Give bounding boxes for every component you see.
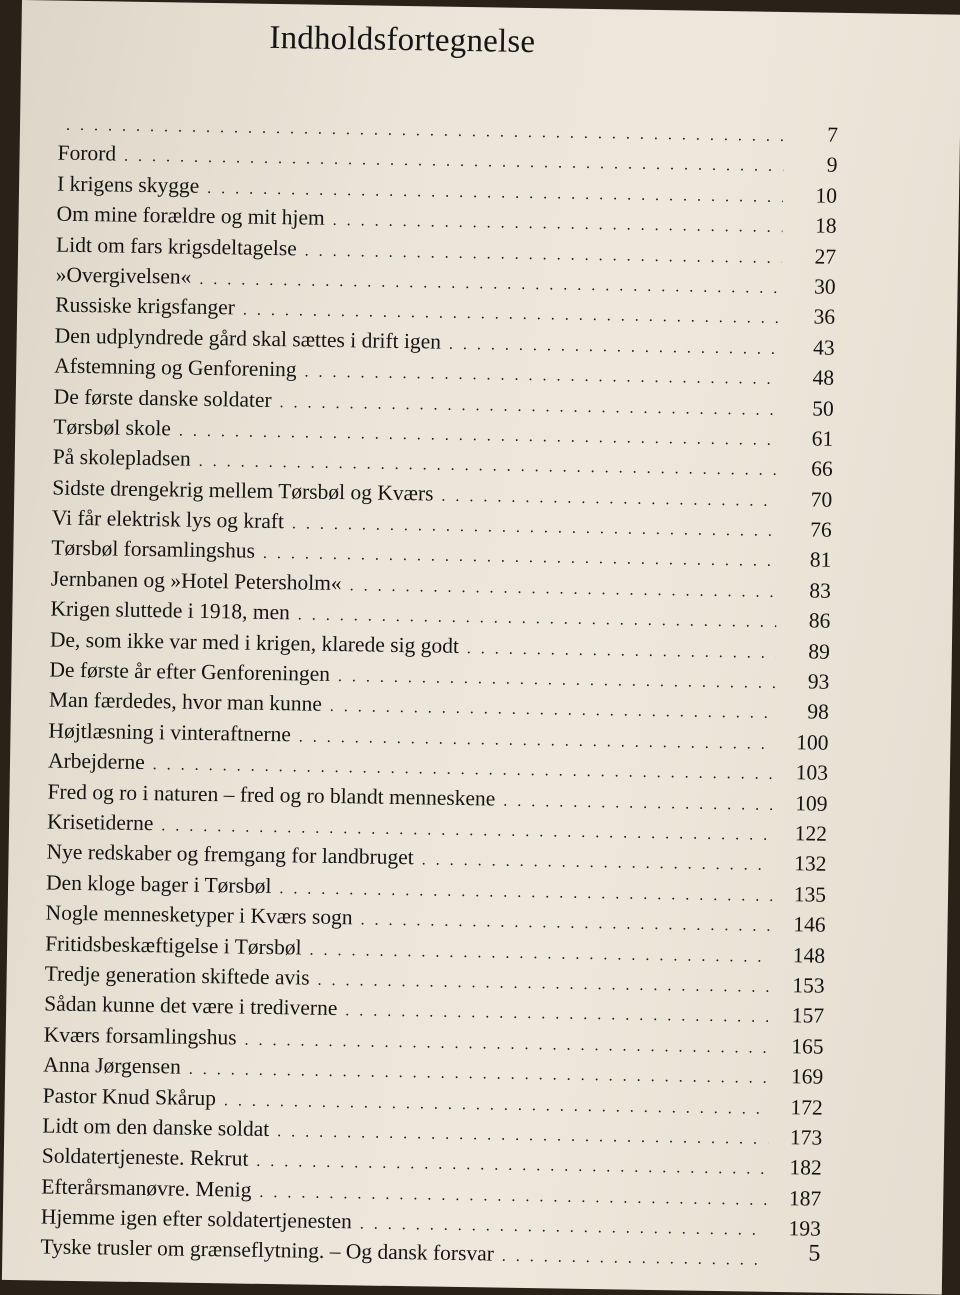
toc-entry-page: 66 <box>811 456 833 482</box>
toc-entry-title: Russiske krigsfanger <box>55 292 236 320</box>
toc-entry-page: 109 <box>795 790 828 816</box>
toc-entry-page: 193 <box>788 1216 821 1241</box>
toc-entry-title: Tørsbøl forsamlingshus <box>51 535 256 564</box>
toc-entry-page: 7 <box>827 122 839 147</box>
toc-entry-title: Sidste drengekrig mellem Tørsbøl og Kværs <box>52 475 434 506</box>
toc-entry-title: Man færdedes, hvor man kunne <box>48 687 323 717</box>
table-of-contents <box>40 111 838 1278</box>
page-title: Indholdsfortegnelse <box>269 19 536 61</box>
page-number: 5 <box>808 1240 821 1267</box>
toc-entry-title: Efterårsmanøvre. Menig <box>41 1174 252 1202</box>
toc-entry-title: De første år efter Genforeningen <box>49 657 331 686</box>
toc-leader-dots <box>66 117 784 146</box>
toc-leader-dots <box>277 1123 768 1149</box>
toc-leader-dots <box>330 698 775 723</box>
toc-entry-title: Om mine forældre og mit hjem <box>56 201 325 230</box>
toc-leader-dots <box>422 852 773 876</box>
toc-entry-title: Arbejderne <box>47 748 145 775</box>
toc-entry-page: 165 <box>791 1033 824 1059</box>
toc-entry-title: Hjemme igen efter soldatertjenesten <box>40 1204 353 1234</box>
toc-leader-dots <box>259 1184 767 1210</box>
toc-leader-dots <box>467 640 776 663</box>
toc-leader-dots <box>263 545 778 571</box>
toc-leader-dots <box>502 1248 767 1270</box>
toc-entry-page: 98 <box>807 699 830 725</box>
toc-entry-page: 100 <box>796 730 829 755</box>
toc-entry-page: 182 <box>789 1155 822 1180</box>
toc-leader-dots <box>299 728 775 753</box>
toc-entry-title: Tyske trusler om grænseflytning. – Og dansk forsvar <box>40 1234 495 1267</box>
toc-entry-title: Tørsbøl skole <box>53 414 172 441</box>
toc-entry-title: De første danske soldater <box>53 384 272 412</box>
toc-entry-title: Den udplyndrede gård skal sættes i drift igen <box>54 323 442 354</box>
toc-entry-title: Nogle mennesketyper i Kværs sogn <box>45 900 353 930</box>
toc-leader-dots <box>124 148 784 176</box>
toc-leader-dots <box>298 607 777 633</box>
toc-leader-dots <box>207 180 783 207</box>
book-page <box>2 0 960 1295</box>
toc-entry-title: Fritidsbeskæftigelse i Tørsbøl <box>45 931 302 960</box>
toc-entry-page: 172 <box>790 1094 823 1120</box>
toc-entry-title: Pastor Knud Skårup <box>42 1082 217 1110</box>
toc-entry-page: 61 <box>811 426 834 451</box>
toc-entry-page: 132 <box>794 851 827 877</box>
toc-leader-dots <box>441 487 778 510</box>
toc-leader-dots <box>153 756 775 784</box>
toc-entry-title: Krisetiderne <box>46 809 154 836</box>
toc-leader-dots <box>338 668 776 693</box>
toc-entry-title: Vi får elektrisk lys og kraft <box>51 505 285 534</box>
toc-leader-dots <box>243 302 781 328</box>
toc-leader-dots <box>224 1092 769 1119</box>
toc-entry-title: Tredje generation skiftede avis <box>44 961 310 990</box>
toc-entry-page: 86 <box>808 608 831 634</box>
toc-entry-page: 48 <box>812 365 835 390</box>
toc-entry-title: Sådan kunne det være i trediverne <box>44 991 338 1021</box>
toc-entry-title: Højtlæsning i vinteraftnerne <box>48 718 292 747</box>
toc-entry-page: 103 <box>795 760 829 785</box>
toc-leader-dots <box>360 912 771 936</box>
toc-entry-page: 148 <box>792 942 826 968</box>
toc-entry-title: Fred og ro i naturen – fred og ro blandt menneskene <box>47 779 496 811</box>
toc-entry-page: 27 <box>814 244 837 269</box>
toc-leader-dots <box>317 972 770 997</box>
toc-entry-page: 89 <box>808 639 831 664</box>
toc-entry-page: 135 <box>793 882 827 907</box>
toc-entry-title: Jernbanen og »Hotel Petersholm« <box>50 566 342 595</box>
toc-entry-page: 153 <box>792 973 825 998</box>
toc-entry-title: Krigen sluttede i 1918, men <box>50 596 291 625</box>
toc-entry-page: 43 <box>812 335 835 360</box>
toc-leader-dots <box>161 817 773 845</box>
toc-entry-title: Anna Jørgensen <box>43 1052 181 1079</box>
toc-entry-page: 187 <box>788 1185 822 1211</box>
toc-entry-title: Den kloge bager i Tørsbøl <box>45 870 272 898</box>
toc-leader-dots <box>189 1061 770 1088</box>
toc-leader-dots <box>179 422 780 449</box>
toc-entry-page: 81 <box>809 547 832 573</box>
toc-leader-dots <box>349 577 776 602</box>
toc-entry-page: 70 <box>810 487 833 512</box>
toc-entry-page: 83 <box>809 578 832 603</box>
toc-leader-dots <box>333 212 783 237</box>
toc-entry-title: Forord <box>57 140 117 166</box>
toc-leader-dots <box>279 394 779 420</box>
toc-entry-title: Kværs forsamlingshus <box>43 1022 237 1050</box>
toc-entry-title: »Overgivelsen« <box>55 262 192 289</box>
toc-entry-page: 9 <box>826 153 838 178</box>
toc-entry-page: 93 <box>807 669 830 694</box>
toc-entry-page: 169 <box>790 1064 824 1089</box>
toc-leader-dots <box>279 880 772 906</box>
toc-entry-page: 122 <box>794 821 828 846</box>
toc-entry-page: 146 <box>793 912 826 937</box>
toc-leader-dots <box>503 792 773 814</box>
toc-entry-page: 36 <box>813 304 836 330</box>
toc-leader-dots <box>244 1031 769 1057</box>
toc-entry-page: 10 <box>815 183 838 208</box>
toc-leader-dots <box>309 941 771 966</box>
toc-entry-title: De, som ikke var med i krigen, klarede sig godt <box>49 627 460 658</box>
toc-entry-title: Lidt om den danske soldat <box>42 1113 270 1141</box>
toc-leader-dots <box>199 453 779 480</box>
toc-entry-title: Nye redskaber og fremgang for landbruget <box>46 839 414 870</box>
toc-entry-title: I krigens skygge <box>56 171 200 198</box>
toc-entry-page: 50 <box>812 395 834 421</box>
toc-leader-dots <box>345 1003 770 1028</box>
toc-leader-dots <box>449 335 781 358</box>
toc-entry-title: På skolepladsen <box>52 444 191 472</box>
toc-entry-title: Soldatertjeneste. Rekrut <box>41 1143 249 1171</box>
toc-leader-dots <box>256 1153 768 1179</box>
toc-entry-page: 157 <box>791 1003 825 1029</box>
toc-leader-dots <box>305 242 783 267</box>
toc-entry-page: 30 <box>813 274 836 299</box>
toc-entry-page: 173 <box>789 1125 823 1150</box>
toc-entry-page: 18 <box>814 213 837 238</box>
toc-leader-dots <box>304 364 780 389</box>
toc-entry-page: 76 <box>810 517 832 542</box>
toc-leader-dots <box>292 515 778 541</box>
toc-leader-dots <box>360 1216 767 1240</box>
toc-leader-dots <box>199 271 781 298</box>
toc-entry-title: Afstemning og Genforening <box>54 353 297 382</box>
toc-entry-title: Lidt om fars krigsdeltagelse <box>55 232 297 260</box>
